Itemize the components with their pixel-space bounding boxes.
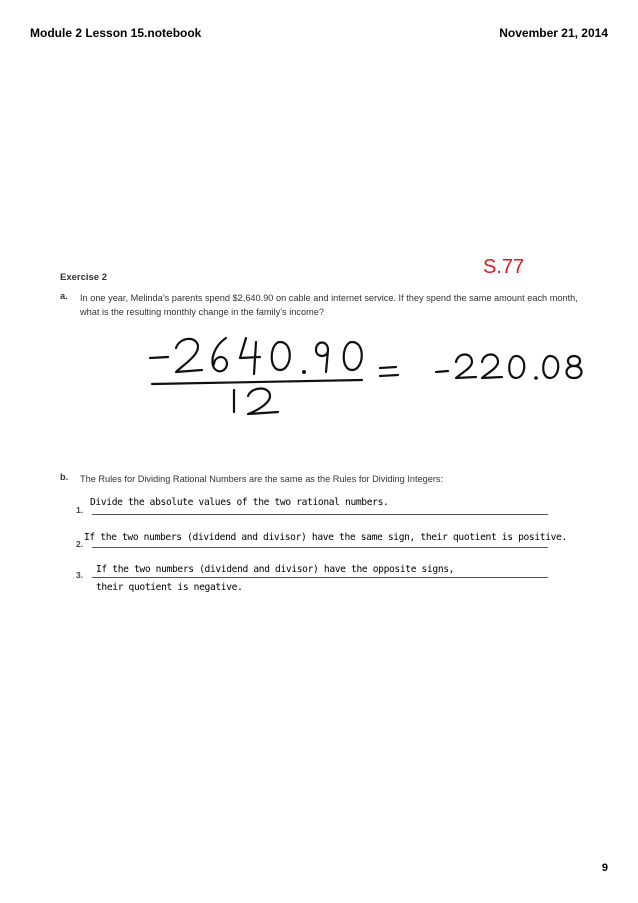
notebook-date: November 21, 2014 xyxy=(499,26,608,40)
handwritten-denominator xyxy=(234,389,278,415)
answer-line xyxy=(92,514,548,515)
exercise-title: Exercise 2 xyxy=(60,272,108,283)
page-reference-label: S.77 xyxy=(483,256,525,278)
handwritten-numerator xyxy=(150,338,362,374)
handwritten-division xyxy=(130,320,600,420)
fraction-bar xyxy=(152,380,362,384)
part-b-letter: b. xyxy=(60,472,69,482)
rule-answer-text: If the two numbers (dividend and divisor) have the same sign, their quotient is positive. xyxy=(84,532,567,543)
page-header xyxy=(30,26,608,42)
rule-number: 2. xyxy=(76,539,84,549)
rule-answer-text: Divide the absolute values of the two rational numbers. xyxy=(90,497,389,508)
notebook-title: Module 2 Lesson 15.notebook xyxy=(30,26,202,40)
answer-line xyxy=(92,547,548,548)
rule-answer-text: If the two numbers (dividend and divisor) have the opposite signs, xyxy=(96,564,455,575)
handwritten-equals xyxy=(380,367,398,376)
part-a-letter: a. xyxy=(60,291,68,301)
handwritten-result xyxy=(436,355,582,380)
part-b-prompt: The Rules for Dividing Rational Numbers are the same as the Rules for Dividing Integers: xyxy=(80,474,444,484)
part-a-question: In one year, Melinda’s parents spend $2,640.90 on cable and internet service. If they spend the same amount each month, what is the resulting monthly change in the family’s income? xyxy=(80,293,578,317)
rule-answer-text: their quotient is negative. xyxy=(96,582,243,593)
rule-number: 1. xyxy=(76,505,84,515)
rule-number: 3. xyxy=(76,570,84,580)
handwritten-work xyxy=(130,320,600,420)
answer-line xyxy=(92,577,548,578)
page-number: 9 xyxy=(601,862,608,874)
